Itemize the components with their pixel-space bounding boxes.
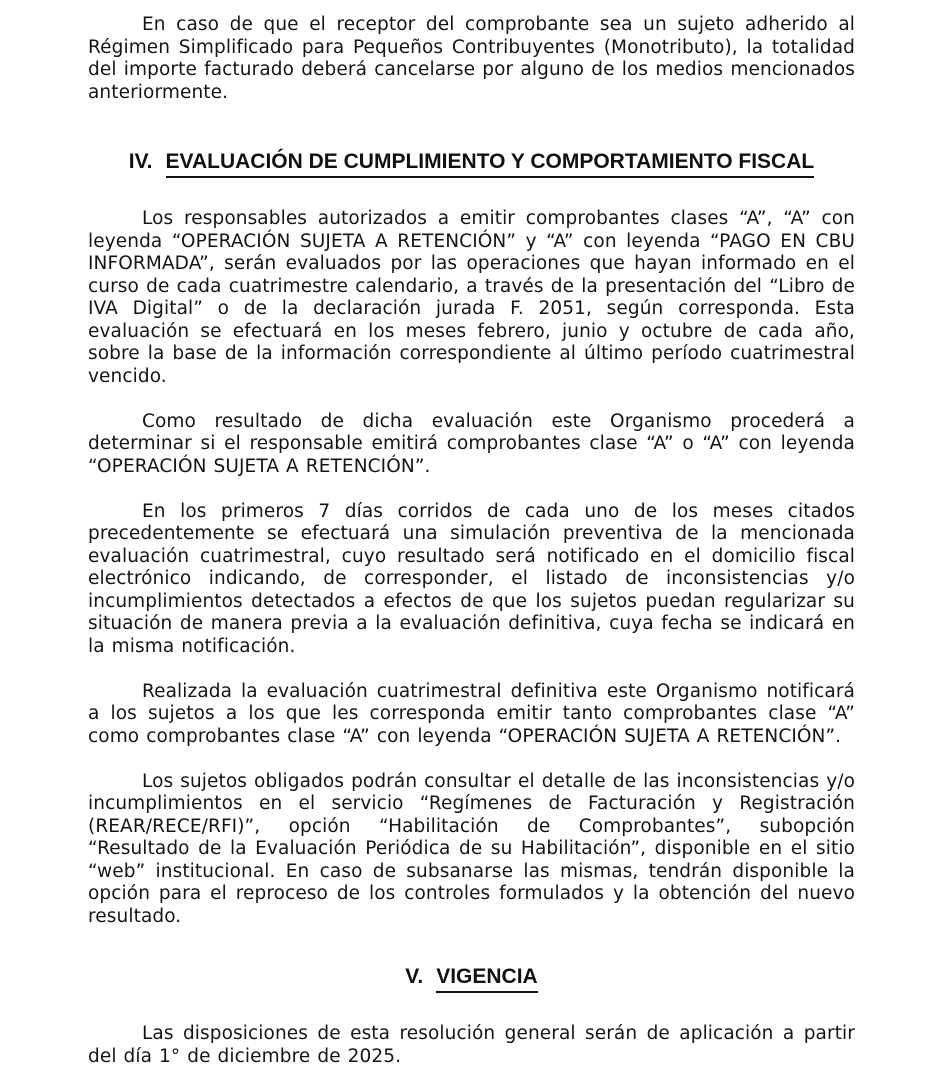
section4-paragraph-5: Los sujetos obligados podrán consultar el detalle de las inconsistencias y/o incumplimientos en el servicio “Regímenes de Facturación y Registración (REAR/RECE/RFI)”, opción “Habilitación de Comprobantes”, subopción “Resultado de la Evaluación Periódica de su Habilitación”, disponible en el sitio “web” institucional. En caso de subsanarse las mismas, tendrán disponible la opción para el reproceso de los controles formulados y la obtención del nuevo resultado.: [88, 770, 855, 927]
section-heading-v: [88, 964, 855, 993]
section-title: EVALUACIÓN DE CUMPLIMIENTO Y COMPORTAMIENTO FISCAL: [166, 149, 815, 178]
section4-paragraph-4: Realizada la evaluación cuatrimestral definitiva este Organismo notificará a los sujetos a los que les corresponda emitir tanto comprobantes clase “A” como comprobantes clase “A” con leyenda “OPERACIÓN SUJETA A RETENCIÓN”.: [88, 680, 855, 747]
section-number: V.: [405, 965, 424, 988]
section4-paragraph-3: En los primeros 7 días corridos de cada uno de los meses citados precedentemente se efectuará una simulación preventiva de la mencionada evaluación cuatrimestral, cuyo resultado será notificado en el domicilio fiscal electrónico indicando, de corresponder, el listado de inconsistencias y/o incumplimientos detectados a efectos de que los sujetos puedan regularizar su situación de manera previa a la evaluación definitiva, cuya fecha se indicará en la misma notificación.: [88, 500, 855, 657]
section4-paragraph-1: Los responsables autorizados a emitir comprobantes clases “A”, “A” con leyenda “OPERACIÓN SUJETA A RETENCIÓN” y “A” con leyenda “PAGO EN CBU INFORMADA”, serán evaluados por las operaciones que hayan informado en el curso de cada cuatrimestre calendario, a través de la presentación del “Libro de IVA Digital” o de la declaración jurada F. 2051, según corresponda. Esta evaluación se efectuará en los meses febrero, junio y octubre de cada año, sobre la base de la información correspondiente al último período cuatrimestral vencido.: [88, 208, 855, 387]
section-number: IV.: [128, 150, 153, 173]
section-title: VIGENCIA: [436, 964, 538, 993]
section-heading-iv: [88, 149, 855, 178]
intro-paragraph: En caso de que el receptor del comprobante sea un sujeto adherido al Régimen Simplificado para Pequeños Contribuyentes (Monotributo), la totalidad del importe facturado deberá cancelarse por alguno de los medios mencionados anteriormente.: [88, 14, 855, 103]
section5-paragraph-1: Las disposiciones de esta resolución general serán de aplicación a partir del día 1° de diciembre de 2025.: [88, 1023, 855, 1067]
section4-paragraph-2: Como resultado de dicha evaluación este Organismo procederá a determinar si el responsable emitirá comprobantes clase “A” o “A” con leyenda “OPERACIÓN SUJETA A RETENCIÓN”.: [88, 410, 855, 477]
